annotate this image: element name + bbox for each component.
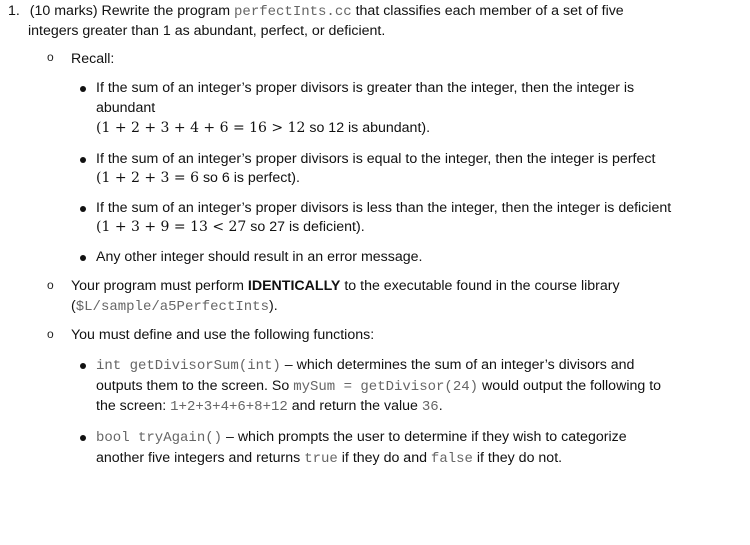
recall-item-perfect: If the sum of an integer’s proper divisors is equal to the integer, then the integer is perfect <box>96 151 656 167</box>
recall-item-perfect-example <box>96 170 300 186</box>
getdivisorsum-l3-end: . <box>438 398 443 414</box>
tryagain-signature: bool tryAgain() <box>96 430 223 446</box>
bullet-dot-icon <box>80 206 86 212</box>
identical-emphasis: IDENTICALLY <box>247 278 341 294</box>
getdivisorsum-line3 <box>96 398 443 415</box>
library-path-line <box>71 298 278 315</box>
circle-bullet-icon: o <box>47 327 54 341</box>
getdivisorsum-l3-mid: and return the value <box>291 398 418 414</box>
question-text-line2: integers greater than 1 as abundant, perfect, or deficient. <box>28 23 386 39</box>
circle-bullet-icon: o <box>47 278 54 292</box>
getdivisorsum-signature: int getDivisorSum(int) <box>96 358 281 374</box>
function-tryagain <box>96 429 627 446</box>
recall-item-abundant-example <box>96 120 430 136</box>
recall-item-deficient: If the sum of an integer’s proper divisors is less than the integer, then the integer is deficient <box>96 200 672 216</box>
circle-bullet-icon: o <box>47 50 54 64</box>
perfect-conclusion: so 6 is perfect). <box>202 170 300 186</box>
getdivisorsum-l2-post: would output the following to <box>481 378 662 394</box>
false-literal: false <box>430 451 473 467</box>
example-output-code: 1+2+3+4+6+8+12 <box>170 399 288 415</box>
bullet-dot-icon <box>80 255 86 261</box>
identical-pre: Your program must perform <box>71 278 244 294</box>
recall-label: Recall: <box>71 51 115 67</box>
identical-post: to the executable found in the course library <box>344 278 620 294</box>
library-path: $L/sample/a5PerfectInts <box>75 299 269 315</box>
bullet-dot-icon <box>80 157 86 163</box>
recall-item-deficient-example <box>96 219 365 235</box>
example-return-value: 36 <box>421 399 439 415</box>
true-literal: true <box>304 451 338 467</box>
question-marks: (10 marks) Rewrite the program <box>29 3 231 19</box>
deficient-conclusion: so 27 is deficient). <box>250 219 365 235</box>
functions-label: You must define and use the following functions: <box>71 327 375 343</box>
getdivisorsum-line2 <box>96 378 661 395</box>
example-call-code: mySum = getDivisor(24) <box>293 379 479 395</box>
tryagain-l2-end: if they do not. <box>476 450 563 466</box>
abundant-equation: (1 + 2 + 3 + 4 + 6 = 16 > 12 <box>96 120 306 136</box>
program-filename: perfectInts.cc <box>234 4 352 20</box>
bullet-dot-icon <box>80 435 86 441</box>
getdivisorsum-desc: – which determines the sum of an integer’s divisors and <box>284 357 635 373</box>
question-heading <box>8 3 624 20</box>
tryagain-desc: – which prompts the user to determine if they wish to categorize <box>225 429 627 445</box>
function-getdivisorsum <box>96 357 634 374</box>
deficient-equation: (1 + 3 + 9 = 13 < 27 <box>96 219 247 235</box>
getdivisorsum-l3-pre: the screen: <box>96 398 167 414</box>
path-close-paren: ). <box>268 298 278 314</box>
identical-requirement <box>71 278 620 294</box>
tryagain-line2 <box>96 450 562 467</box>
bullet-dot-icon <box>80 363 86 369</box>
question-text: that classifies each member of a set of five <box>355 3 624 19</box>
perfect-equation: (1 + 2 + 3 = 6 <box>96 170 199 186</box>
path-open-paren: ( <box>71 298 76 314</box>
question-number: 1. <box>8 3 20 19</box>
tryagain-l2-pre: another five integers and returns <box>96 450 301 466</box>
recall-item-error: Any other integer should result in an error message. <box>96 249 423 265</box>
abundant-conclusion: so 12 is abundant). <box>309 120 431 136</box>
recall-item-abundant: If the sum of an integer’s proper divisors is greater than the integer, then the integer is <box>96 80 635 96</box>
recall-item-abundant-cont: abundant <box>96 100 156 116</box>
bullet-dot-icon <box>80 86 86 92</box>
tryagain-l2-mid: if they do and <box>341 450 427 466</box>
getdivisorsum-l2-pre: outputs them to the screen. So <box>96 378 290 394</box>
